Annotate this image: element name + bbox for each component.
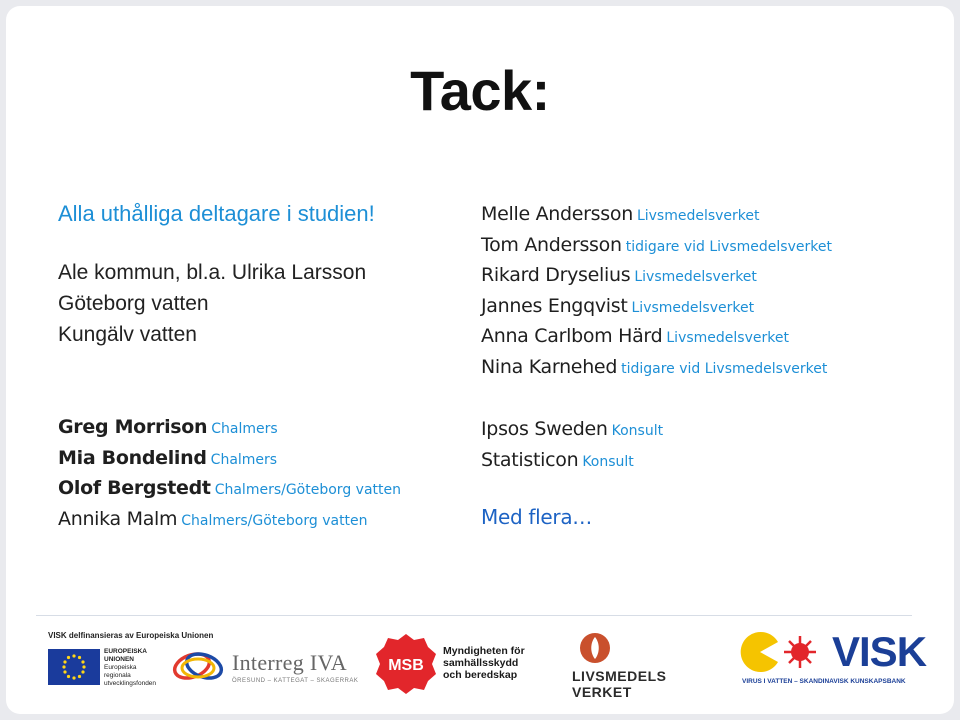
person-name: Jannes Engqvist [481, 294, 628, 317]
visk-logo-text: VISK [832, 628, 927, 675]
slide-title: Tack: [410, 59, 550, 122]
list-item [481, 291, 832, 322]
list-item [481, 321, 832, 352]
org-name: Ipsos Sweden [481, 418, 608, 440]
person-affiliation: Chalmers [211, 421, 278, 437]
intro-heading: Alla uthålliga deltagare i studien! [58, 201, 375, 226]
livsmedelsverket-emblem-icon [578, 631, 612, 665]
intro-line: Ale kommun, bl.a. Ulrika Larsson [58, 261, 367, 284]
eu-text: EUROPEISKA UNIONEN Europeiska regionala utvecklingsfonden [104, 648, 157, 687]
person-name: Nina Karnehed [481, 355, 618, 378]
list-item [481, 230, 832, 261]
person-name: Melle Andersson [481, 203, 633, 225]
left-people-list [58, 412, 401, 534]
person-affiliation: Livsmedelsverket [634, 269, 757, 285]
footer-divider [36, 615, 912, 616]
livsmedelsverket-logo-text: LIVSMEDELS VERKET [572, 668, 667, 700]
intro-line: Göteborg vatten [58, 292, 209, 315]
person-affiliation: tidigare vid Livsmedelsverket [625, 238, 832, 255]
more-text: Med flera… [481, 505, 592, 529]
intro-block [58, 200, 438, 350]
person-affiliation: Livsmedelsverket [631, 299, 755, 316]
person-affiliation: Livsmedelsverket [666, 330, 789, 346]
org-name: Statisticon [481, 448, 579, 471]
person-name: Greg Morrison [58, 416, 208, 438]
right-people-list [481, 199, 832, 382]
person-name: Mia Bondelind [58, 446, 207, 469]
visk-emblem-icon [740, 630, 822, 674]
list-item [58, 473, 401, 504]
person-affiliation: Chalmers [210, 451, 278, 468]
interreg-logo-text: Interreg IVA [232, 650, 347, 675]
list-item [58, 504, 401, 535]
intro-line: Kungälv vatten [58, 323, 197, 346]
right-orgs-list [481, 414, 663, 475]
funding-note: VISK delfinansieras av Europeiska Unionen [48, 631, 214, 640]
person-affiliation: Livsmedelsverket [636, 208, 760, 224]
eu-flag-icon [48, 649, 100, 685]
list-item [58, 412, 401, 443]
list-item [481, 414, 663, 445]
list-item [481, 199, 832, 230]
person-name: Anna Carlbom Härd [481, 325, 663, 347]
person-affiliation: Chalmers/Göteborg vatten [181, 512, 368, 529]
person-name: Tom Andersson [481, 233, 622, 256]
person-name: Annika Malm [58, 507, 178, 530]
msb-badge-text: MSB [388, 657, 424, 674]
org-affiliation: Konsult [582, 453, 634, 470]
list-item [481, 260, 832, 291]
visk-subtitle: VIRUS I VATTEN – SKANDINAVISK KUNSKAPSBANK [742, 678, 906, 685]
person-name: Olof Bergstedt [58, 477, 211, 499]
list-item [58, 443, 401, 474]
msb-logo-icon [374, 632, 438, 696]
list-item [481, 352, 832, 383]
person-affiliation: Chalmers/Göteborg vatten [214, 482, 401, 498]
person-affiliation: tidigare vid Livsmedelsverket [621, 360, 828, 377]
msb-logo-text: Myndigheten för samhällsskydd och beredskap [443, 645, 525, 681]
list-item [481, 445, 663, 476]
person-name: Rikard Dryselius [481, 264, 631, 286]
org-affiliation: Konsult [611, 423, 664, 439]
interreg-emblem-icon [170, 646, 228, 686]
interreg-subtitle: ÖRESUND – KATTEGAT – SKAGERRAK [232, 678, 359, 684]
